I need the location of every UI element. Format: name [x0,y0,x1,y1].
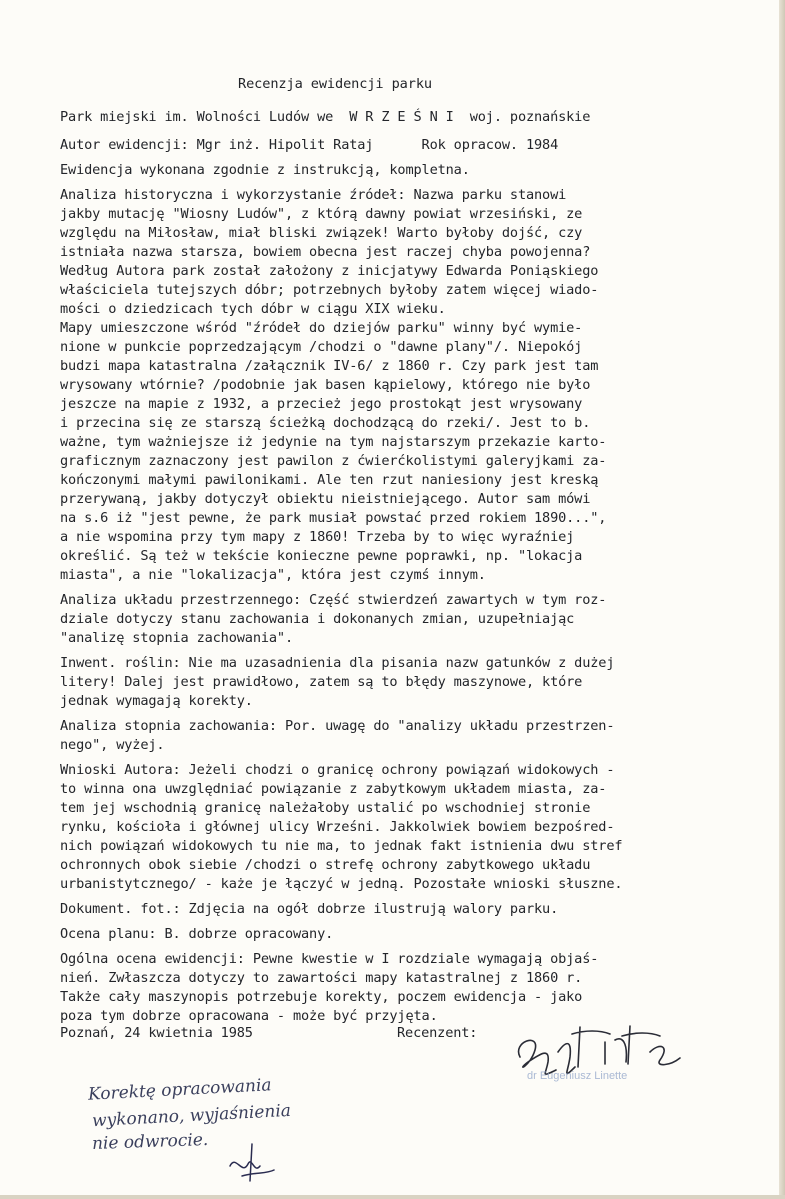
text-line: Mapy umieszczone wśród "źródeł do dziejów parku" winny być wymie- [60,320,583,336]
text-line: jeszcze na mapie z 1932, a przecież jego prostokąt jest wrysowany [60,396,583,412]
reviewer-label: Recenzent: [397,1025,478,1041]
text-line: Według Autora park został założony z inicjatywy Edwarda Poniąskiego [60,263,599,279]
text-line: Ewidencja wykonana zgodnie z instrukcją, kompletna. [60,162,470,178]
handwritten-note-line-1: Korektę opracowania [87,1075,273,1105]
text-line: Analiza historyczna i wykorzystanie źródeł: Nazwa parku stanowi [60,187,567,203]
text-line: "analizę stopnia zachowania". [60,630,293,646]
text-line: Ogólna ocena ewidencji: Pewne kwestie w I rozdziale wymagają objaś- [60,951,599,967]
text-line: Ocena planu: B. dobrze opracowany. [60,926,334,942]
text-line: tem jej wschodnią granicę należałoby ustalić po wschodniej stronie [60,800,591,816]
text-line: dziale dotyczy stanu zachowania i dokonanych zmian, uzupełniając [60,611,575,627]
place-date: Poznań, 24 kwietnia 1985 [60,1025,253,1041]
text-line: budzi mapa katastralna /załącznik IV-6/ z 1860 r. Czy park jest tam [60,358,599,374]
page-bottom-edge [0,1195,785,1199]
text-line: Wnioski Autora: Jeżeli chodzi o granicę ochrony powiązań widokowych - [60,762,615,778]
text-line: Park miejski im. Wolności Ludów we W R Z E Ś N I woj. poznańskie [60,109,591,125]
text-line: właściciela tutejszych dóbr; potrzebnych byłoby zatem więcej wiado- [60,282,599,298]
text-line: przerywaną, jakby dotyczył obiektu nieistniejącego. Autor sam mówi [60,491,591,507]
text-line: i przecina się ze starszą ścieżką dochodzącą do rzeki/. Jest to b. [60,415,591,431]
text-line: jednak wymagają korekty. [60,693,253,709]
handwritten-note-line-3: nie odwrocie. [91,1129,209,1155]
text-line: Analiza stopnia zachowania: Por. uwagę do "analizy układu przestrzen- [60,718,615,734]
text-line: kończonymi małymi pawilonikami. Ale ten rzut naniesiony jest kreską [60,472,599,488]
text-line: na s.6 iż "jest pewne, że park musiał powstać przed rokiem 1890...", [60,510,607,526]
text-line: Autor ewidencji: Mgr inż. Hipolit Rataj Rok opracow. 1984 [60,137,559,153]
text-line: to winna ona uwzględniać powiązanie z zabytkowym układem miasta, za- [60,781,607,797]
text-line: wrysowany wtórnie? /podobnie jak basen kąpielowy, którego nie było [60,377,591,393]
text-line: ochronnych obok siebie /chodzi o strefę ochrony zabytkowego układu [60,857,591,873]
text-line: miasta", a nie "lokalizacja", która jest czymś innym. [60,567,486,583]
text-line: graficznym zaznaczony jest pawilon z ćwierćkolistymi galeryjkami za- [60,453,607,469]
text-line: nego", wyżej. [60,737,165,753]
text-line: rynku, kościoła i głównej ulicy Wrześni. Jakkolwiek bowiem bezpośred- [60,819,615,835]
text-line: a nie wspomina przy tym mapy z 1860! Trzeba by to więc wyraźniej [60,529,575,545]
document-title: Recenzja ewidencji parku [238,76,433,92]
text-line: określić. Są też w tekście konieczne pewne poprawki, np. "lokacja [60,548,583,564]
text-line: Dokument. fot.: Zdjęcia na ogół dobrze ilustrują walory parku. [60,901,559,917]
text-line: urbanistytcznego/ - każe je łączyć w jedną. Pozostałe wnioski słuszne. [60,876,623,892]
reviewer-stamp: dr Eugeniusz Linette [527,1070,628,1082]
text-line: Także cały maszynopis potrzebuje korekty, poczem ewidencja - jako [60,989,583,1005]
text-line: ważne, tym ważniejsze iż jedynie na tym najstarszym przekazie karto- [60,434,607,450]
text-line: poza tym dobrze opracowana - może być przyjęta. [60,1008,438,1024]
text-line: Inwent. roślin: Nie ma uzasadnienia dla pisania nazw gatunków z dużej [60,655,615,671]
text-line: nich powiązań widokowych tu nie ma, to jednak fakt istnienia dwu stref [60,838,623,854]
text-line: Analiza układu przestrzennego: Część stwierdzeń zawartych w tym roz- [60,592,607,608]
text-line: litery! Dalej jest prawidłowo, zatem są to błędy maszynowe, które [60,674,583,690]
text-line: nione w punkcie poprzedzającym /chodzi o "dawne plany"/. Niepokój [60,339,583,355]
text-line: względu na Miłosław, miał bliski związek! Warto byłoby dojść, czy [60,225,583,241]
handwritten-note-line-2: wykonano, wyjaśnienia [91,1100,292,1132]
text-line: istniała nazwa starsza, bowiem obecna jest raczej chyba powojenna? [60,244,591,260]
initials-signature [222,1136,282,1186]
text-line: jakby mutację "Wiosny Ludów", z którą dawny powiat wrzesiński, ze [60,206,583,222]
text-line: nień. Zwłaszcza dotyczy to zawartości mapy katastralnej z 1860 r. [60,970,583,986]
text-line: mości o dziedzicach tych dóbr w ciągu XIX wieku. [60,301,446,317]
page-edge-shadow [779,0,785,1199]
